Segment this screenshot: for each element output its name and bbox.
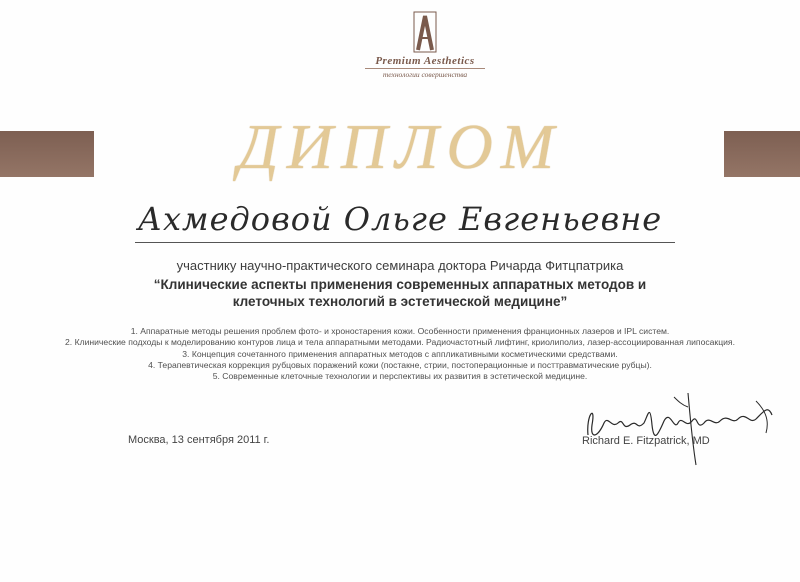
topic-item: 1. Аппаратные методы решения проблем фото- и хроностарения кожи. Особенности применения франционных лазеров и IPL систем. [130, 326, 670, 336]
signatory-name: Richard E. Fitzpatrick, MD [582, 435, 710, 447]
course-title-line-1: “Клинические аспекты применения современных аппаратных методов и [153, 277, 647, 292]
handwritten-signature [578, 385, 783, 473]
course-title [0, 276, 800, 310]
topic-item: 2. Клинические подходы к моделированию контуров лица и тела аппаратными методами. Радиочастотный лифтинг, криолиполиз, лазер-ассоциированная липосакция. [65, 337, 735, 348]
brand-name: Premium Aesthetics [375, 55, 475, 67]
topic-item: 3. Концепция сочетанного применения аппаратных методов с аппликативными косметическими средствами. [182, 348, 618, 359]
topic-item: 5. Современные клеточные технологии и перспективы их развития в эстетической медицине. [212, 371, 588, 382]
course-title-line-2: клеточных технологий в эстетической медицине” [232, 294, 568, 309]
stylized-a-icon [412, 10, 438, 54]
recipient-underline [135, 242, 675, 243]
issue-date: Москва, 13 сентября 2011 г. [128, 434, 270, 446]
logo-divider [365, 68, 485, 69]
topic-list [0, 326, 800, 382]
award-subtitle: участнику научно-практического семинара доктора Ричарда Фитцпатрика [176, 258, 624, 273]
document-title: ДИПЛОМ [237, 111, 563, 182]
recipient-name: Ахмедовой Ольге Евгеньевне [137, 200, 663, 238]
topic-item: 4. Терапевтическая коррекция рубцовых поражений кожи (постакне, стрии, постоперационные и посттравматические рубцы). [148, 359, 652, 370]
brand-tagline: технологии совершенства [382, 70, 468, 79]
